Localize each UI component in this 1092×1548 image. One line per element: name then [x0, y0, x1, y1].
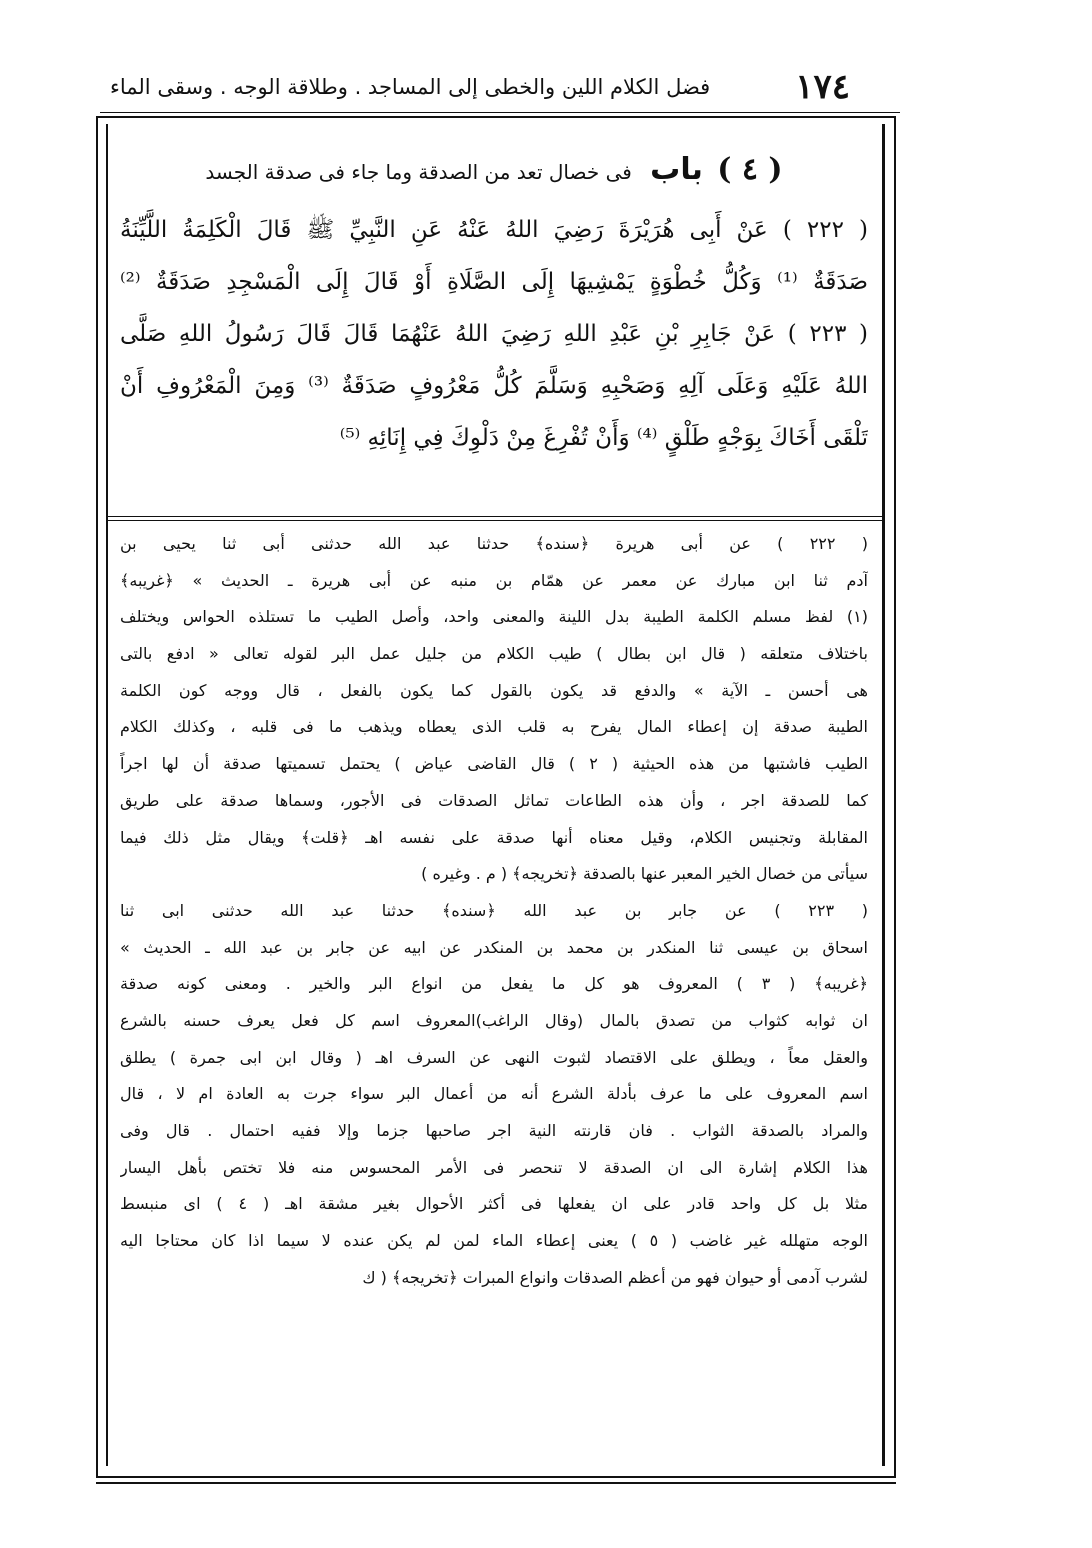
commentary-line: هى أحسن ـ الآية » والدفع قد يكون بالقول كما يكون بالفعل ، قال ووجه كون الكلمة: [120, 680, 868, 700]
commentary-line: اسم المعروف على ما عرف بأدلة الشرع أنه من أعمال البر سواء جرت به العادة ام لا ، قال: [120, 1084, 868, 1104]
chapter-title: فى خصال تعد من الصدقة وما جاء فى صدقة الجسد: [205, 160, 632, 184]
header-rule: [100, 112, 900, 113]
bottom-rule: [96, 1482, 896, 1484]
commentary-line: ( ٢٢٣ ) عن جابر بن عبد الله ﴿سنده﴾ حدثنا عبد الله حدثنى ابى ثنا: [120, 900, 868, 920]
commentary-line: (١) لفظ مسلم الكلمة الطيبة بدل اللينة والمعنى واحد، وأصل الطيب ما تستلذه الحواس ويختلف: [120, 607, 868, 627]
running-title: فضل الكلام اللين والخطى إلى المساجد . وطلاقة الوجه . وسقى الماء: [110, 75, 711, 99]
hadith-line: صَدَقَةٌ ⁽¹⁾ وَكُلُّ خُطْوَةٍ يَمْشِيهَا إِلَى الصَّلَاةِ أَوْ قَالَ إِلَى الْمَسْجِدِ صَدَقَةٌ ⁽²⁾: [120, 269, 868, 295]
chapter-label: باب: [650, 152, 703, 187]
chapter-number: ( ٤ ): [717, 152, 783, 187]
commentary-line: هذا الكلام إشارة الى ان الصدقة لا تنحصر فى الأمر المحسوس منه فلا تختص بأهل اليسار: [120, 1157, 868, 1177]
commentary-line: والمراد بالصدقة الثواب . فان قارنته النية اجر صاحبها جزما وإلا ففيه احتمال . قال وفى: [120, 1121, 868, 1140]
commentary-section: [120, 526, 868, 1461]
commentary-line: ﴿غريبه﴾ ( ٣ ) المعروف هو كل ما يفعل من انواع البر والخير . ومعنى كونه صدقة: [120, 974, 868, 994]
commentary-line: لشرب آدمى أو حيوان فهو من أعظم الصدقات وانواع المبرات ﴿تخريجه﴾ ( ك: [362, 1267, 868, 1287]
commentary-line: باختلاف متعلقه ( قال ابن بطال ) طيب الكلام من جليل عمل البر لقوله تعالى « ادفع بالتى: [120, 644, 868, 664]
page-number: ١٧٤: [795, 67, 850, 107]
commentary-line: والعقل معاً ، ويطلق على الاقتصاد لثبوت النهى عن السرف اهـ ( وقال ابن ابى جمرة ) يطلق: [120, 1047, 868, 1067]
commentary-line: اسحاق بن عيسى ثنا المنكدر بن محمد بن المنكدر عن ابيه عن جابر بن عبد الله ـ الحديث »: [120, 937, 868, 957]
section-divider: [106, 516, 884, 521]
hadith-line: اللهُ عَلَيْهِ وَعَلَى آلِهِ وَصَحْبِهِ وَسَلَّمَ كُلُّ مَعْرُوفٍ صَدَقَةٌ ⁽³⁾ وَمِنَ الْمَعْرُوفِ أَنْ: [120, 373, 868, 399]
commentary-line: الوجه متهلله غير غاضب ( ٥ ) يعنى إعطاء الماء لمن لم يكن عنده لا سيما اذا كان محتاجا اليه: [120, 1231, 868, 1251]
hadith-section: [120, 128, 868, 516]
page-header: [110, 62, 850, 112]
commentary-line: ( ٢٢٢ ) عن أبى هريرة ﴿سنده﴾ حدثنا عبد الله حدثنى أبى ثنا يحيى بن: [120, 534, 868, 553]
bottom-rule: [96, 1476, 896, 1478]
commentary-line: ان ثوابه كثواب من تصدق بالمال (وقال الراغب)المعروف اسم كل فعل يعرف حسنه بالشرع: [120, 1010, 868, 1030]
chapter-heading: [120, 150, 868, 190]
commentary-line: الطيبة صدقة إن إعطاء المال يفرح به قلب الذى يعطاه ويذهب ما فى قلبه ، وكذلك الكلام: [120, 717, 868, 737]
commentary-line: آدم ثنا ابن مبارك عن معمر عن همّام بن منبه عن أبى هريرة ـ الحديث » ﴿غريبه﴾: [120, 570, 868, 590]
commentary-line: سيأتى من خصال الخير المعبر عنها بالصدقة ﴿تخريجه﴾ ( م . وغيره ): [421, 864, 868, 884]
commentary-line: كما للصدقة اجر ، وأن هذه الطاعات تماثل الصدقات فى الأجور، وسماها صدقة على طريق: [120, 790, 868, 810]
hadith-line: ( ٢٢٢ ) عَنْ أَبِى هُرَيْرَةَ رَضِيَ اللهُ عَنْهُ عَنِ النَّبِيِّ ﷺ قَالَ الْكَلِمَةُ اللَّيِّنَةُ: [120, 217, 868, 243]
hadith-line: تَلْقَى أَخَاكَ بِوَجْهٍ طَلْقٍ ⁽⁴⁾ وَأَنْ تُفْرِغَ مِنْ دَلْوِكَ فِي إِنَائِهِ ⁽⁵⁾: [339, 425, 868, 451]
commentary-line: المقابلة وتجنيس الكلام، وقيل معناه أنها صدقة على نفسه اهـ ﴿قلت﴾ ويقال مثل ذلك فيما: [120, 827, 868, 847]
commentary-line: الطيب فاشتبها من هذه الحيثية ( ٢ ) قال القاضى عياض ) يحتمل تسميتها صدقة أن لها اجراً: [120, 754, 868, 774]
hadith-line: ( ٢٢٣ ) عَنْ جَابِرِ بْنِ عَبْدِ اللهِ رَضِيَ اللهُ عَنْهُمَا قَالَ قَالَ رَسُولُ اللهِ صَلَّى: [120, 321, 868, 347]
commentary-line: مثلا بل كل واحد قادر على ان يفعلها فى أكثر الأحوال بغير مشقة اهـ ( ٤ ) اى منبسط: [120, 1194, 868, 1214]
